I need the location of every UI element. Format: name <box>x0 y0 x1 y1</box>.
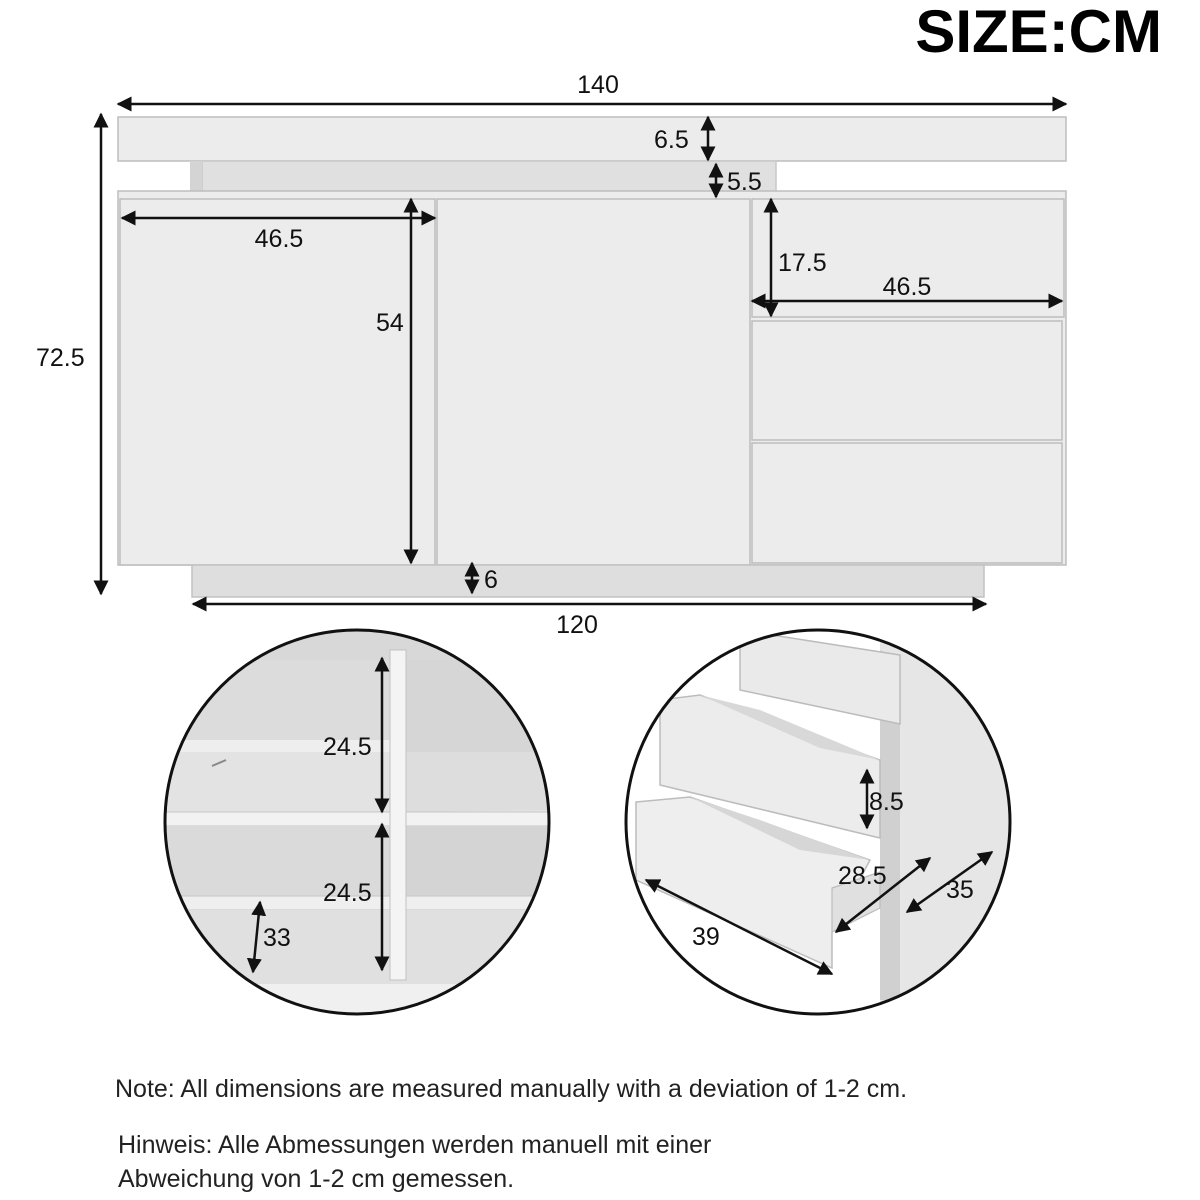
sideboard-front-view <box>118 117 1066 597</box>
note-german-line1: Hinweis: Alle Abmessungen werden manuell mit einer <box>118 1131 712 1159</box>
shelf-lower-label: 24.5 <box>323 879 372 907</box>
drawer-upper <box>752 321 1062 440</box>
left-door <box>120 199 435 565</box>
drawer-inner-label: 28.5 <box>838 862 887 890</box>
recess-side-left <box>190 161 202 191</box>
drawer-depth-height-label: 8.5 <box>869 788 904 816</box>
total-width-label: 140 <box>577 71 619 99</box>
size-unit-title: SIZE:CM <box>915 0 1162 65</box>
top-thickness-label: 6.5 <box>654 126 689 154</box>
note-german-line2: Abweichung von 1-2 cm gemessen. <box>118 1165 515 1193</box>
total-height-label: 72.5 <box>36 344 85 372</box>
middle-door <box>437 199 750 565</box>
drawer-side-label: 35 <box>946 876 974 904</box>
base-plinth <box>192 565 984 597</box>
drawer-detail-circle <box>620 630 1020 1030</box>
drawer-lower <box>752 443 1062 563</box>
note-english: Note: All dimensions are measured manually with a deviation of 1-2 cm. <box>115 1075 908 1103</box>
door-height-label: 54 <box>376 309 404 337</box>
shelf-bottom-label: 33 <box>263 924 291 952</box>
shelf-detail-circle <box>160 630 564 1030</box>
door-width-label: 46.5 <box>254 225 304 253</box>
base-height-label: 6 <box>484 566 498 594</box>
drawer-front-label: 39 <box>692 923 720 951</box>
top-slab <box>118 117 1066 161</box>
drawer-width-label: 46.5 <box>882 273 932 301</box>
base-width-label: 120 <box>556 611 598 639</box>
gap-height-label: 5.5 <box>727 168 762 196</box>
drawer-zone-height-label: 17.5 <box>778 249 827 277</box>
shelf-upper-label: 24.5 <box>323 733 372 761</box>
